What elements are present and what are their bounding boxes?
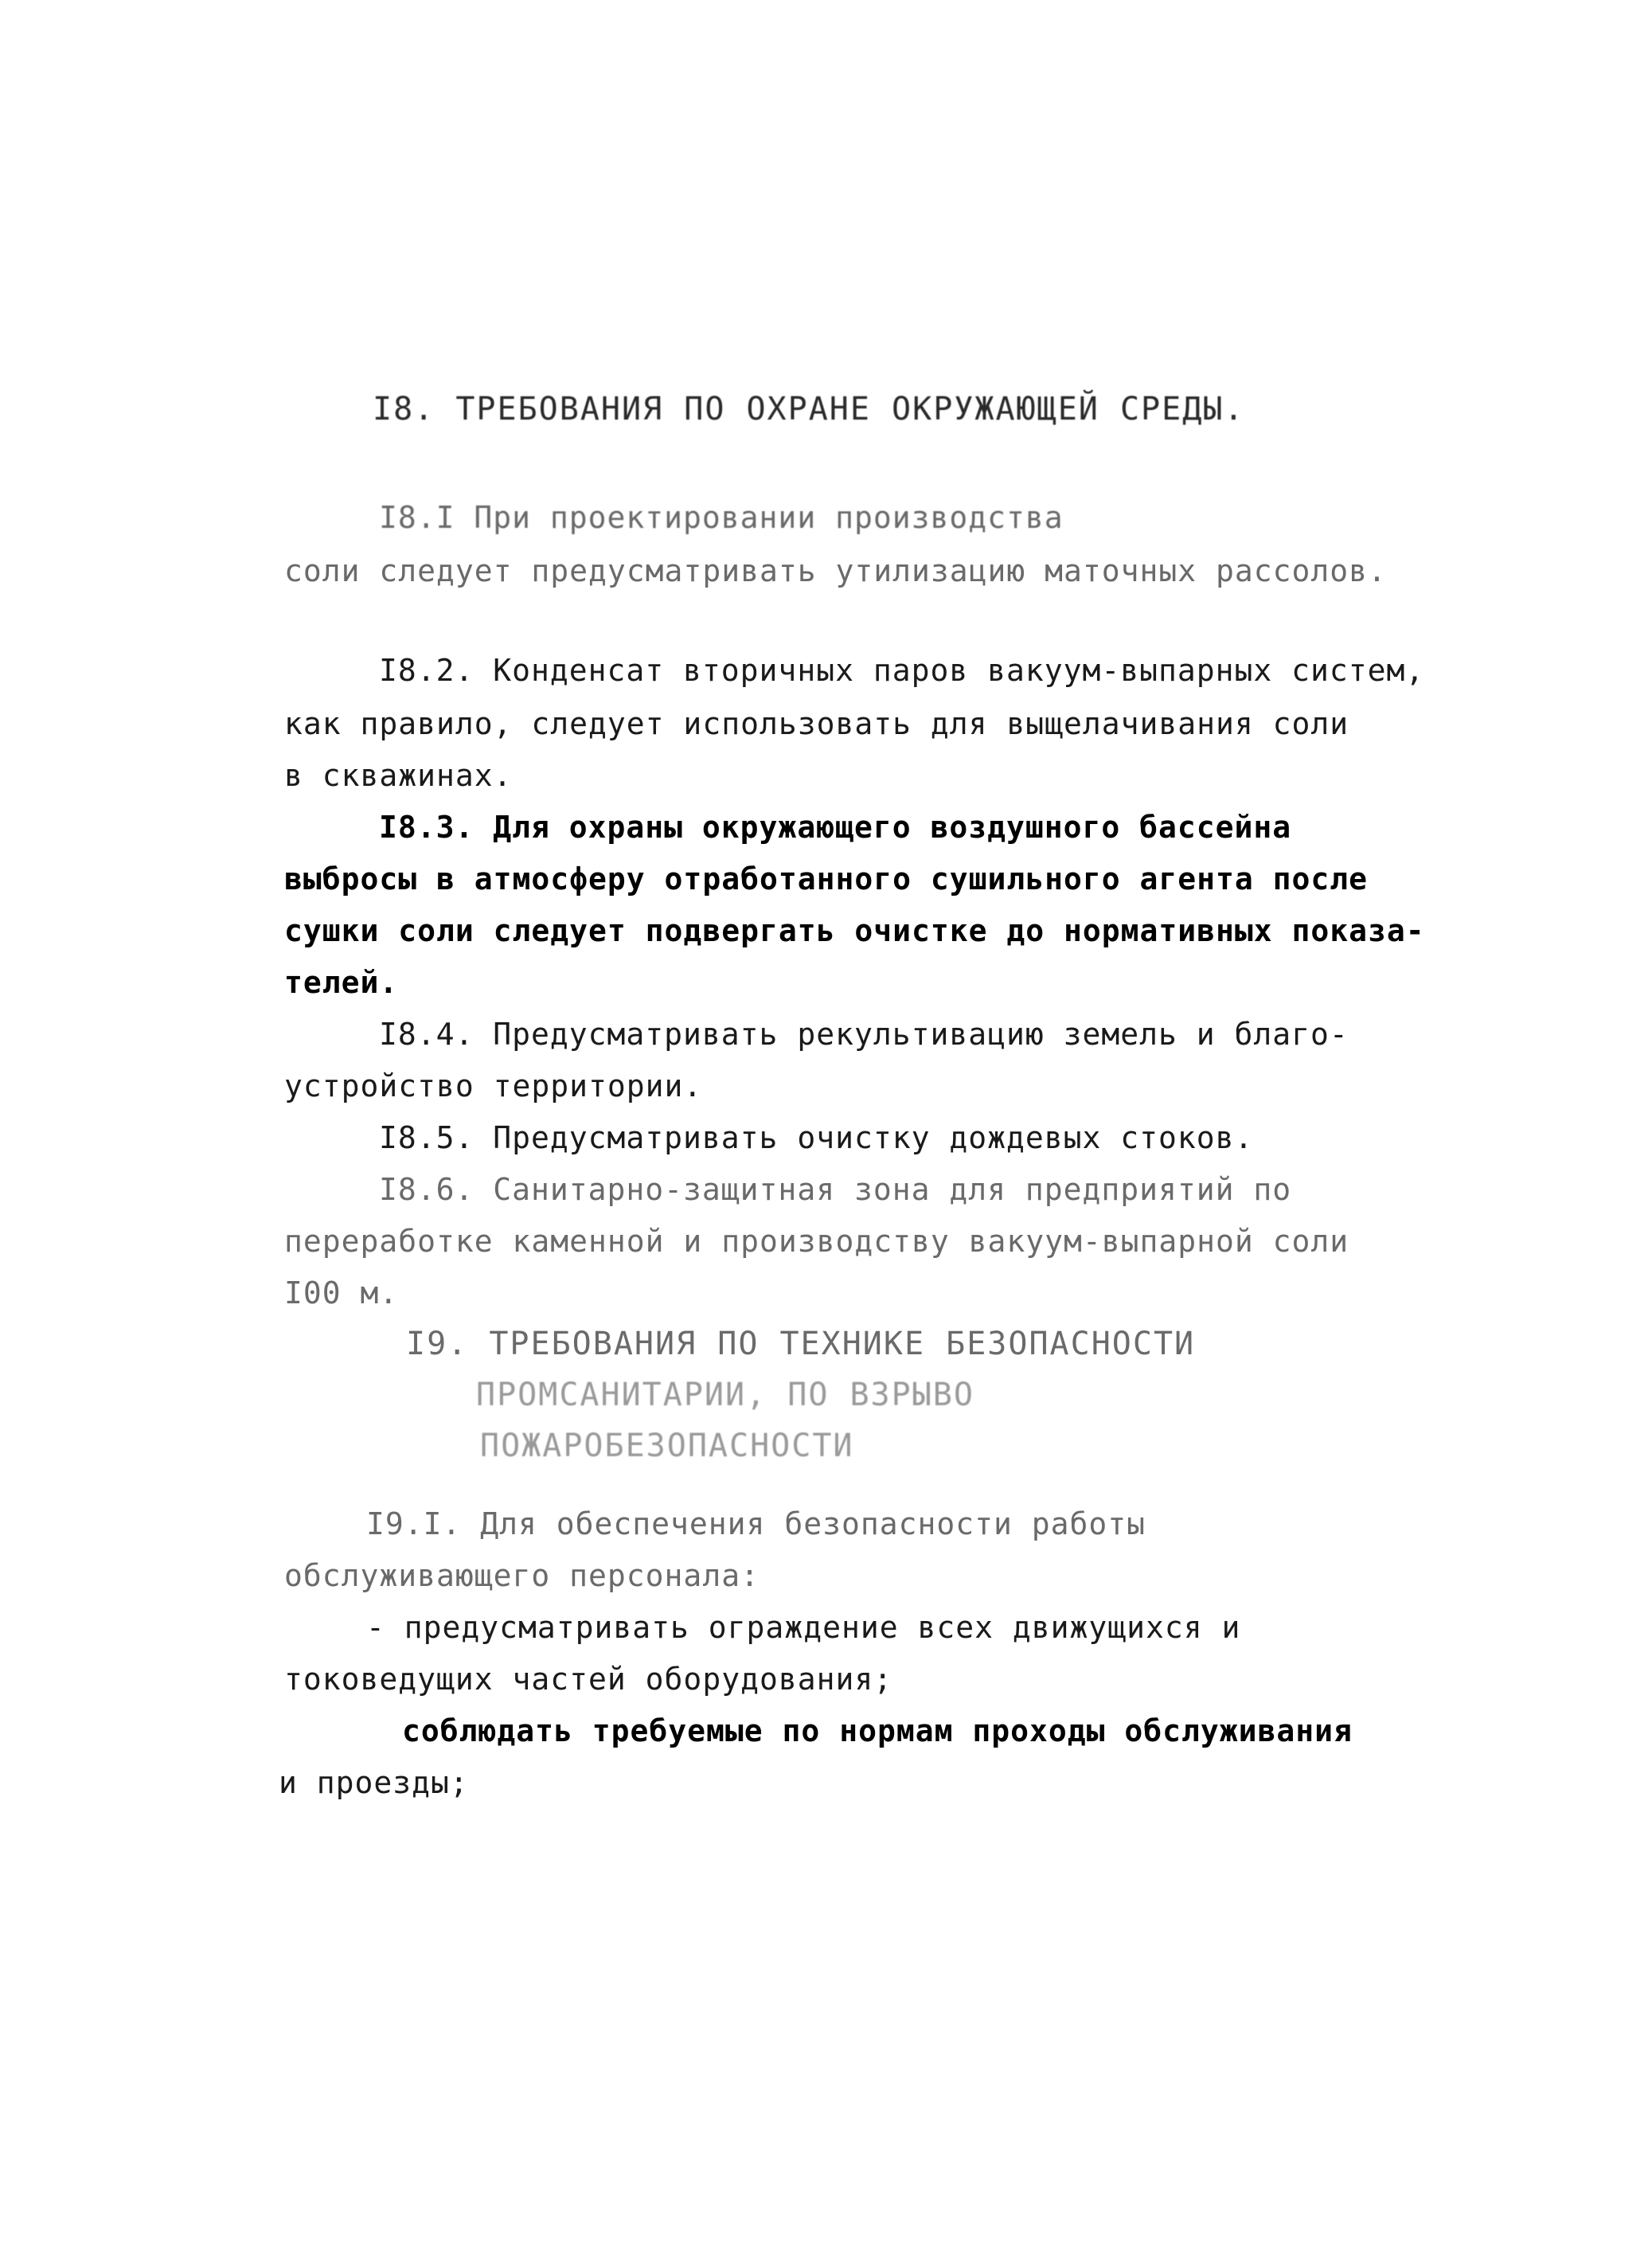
paragraph-18-4-line-2: устройство территории. [284,1068,703,1103]
paragraph-19-1-line-1: I9.I. Для обеспечения безопасности работы [366,1506,1146,1541]
section-19-heading-line-2: ПРОМСАНИТАРИИ, ПО ВЗРЫВО [476,1377,974,1413]
paragraph-18-1-line-2: соли следует предусматривать утилизацию маточных рассолов. [284,553,1387,588]
section-19-heading-line-3: ПОЖАРОБЕЗОПАСНОСТИ [480,1428,854,1464]
section-19-heading-line-1: I9. ТРЕБОВАНИЯ ПО ТЕХНИКЕ БЕЗОПАСНОСТИ [406,1326,1196,1362]
paragraph-18-4-line-1: I8.4. Предусматривать рекультивацию земель и благо- [379,1017,1349,1052]
paragraph-18-3-line-1: I8.3. Для охраны окружающего воздушного бассейна [379,810,1292,845]
bullet-1-line-2: токоведущих частей оборудования; [284,1662,893,1697]
paragraph-18-6-line-2: переработке каменной и производству вакуум-выпарной соли [284,1224,1349,1259]
bullet-2-line-2: и проезды; [279,1765,469,1800]
section-18-heading: I8. ТРЕБОВАНИЯ ПО ОХРАНЕ ОКРУЖАЮЩЕЙ СРЕДЫ. [373,391,1245,428]
paragraph-18-3-line-3: сушки соли следует подвергать очистке до нормативных показа- [284,913,1425,948]
bullet-1-line-1: - предусматривать ограждение всех движущихся и [366,1610,1241,1645]
paragraph-18-5-line-1: I8.5. Предусматривать очистку дождевых стоков. [379,1120,1254,1155]
paragraph-18-2-line-1: I8.2. Конденсат вторичных паров вакуум-выпарных систем, [379,653,1425,688]
paragraph-18-6-line-3: I00 м. [284,1275,399,1310]
paragraph-18-3-line-2: выбросы в атмосферу отработанного сушильного агента после [284,861,1369,896]
paragraph-18-2-line-3: в скважинах. [284,758,513,793]
paragraph-18-2-line-2: как правило, следует использовать для выщелачивания соли [284,706,1349,741]
paragraph-19-1-line-2: обслуживающего персонала: [284,1558,760,1593]
paragraph-18-6-line-1: I8.6. Санитарно-защитная зона для предприятий по [379,1172,1292,1207]
paragraph-18-3-line-4: телей. [284,965,399,1000]
bullet-2-line-1: соблюдать требуемые по нормам проходы обслуживания [402,1713,1353,1748]
paragraph-18-1-line-1: I8.I При проектировании производства [379,500,1064,535]
